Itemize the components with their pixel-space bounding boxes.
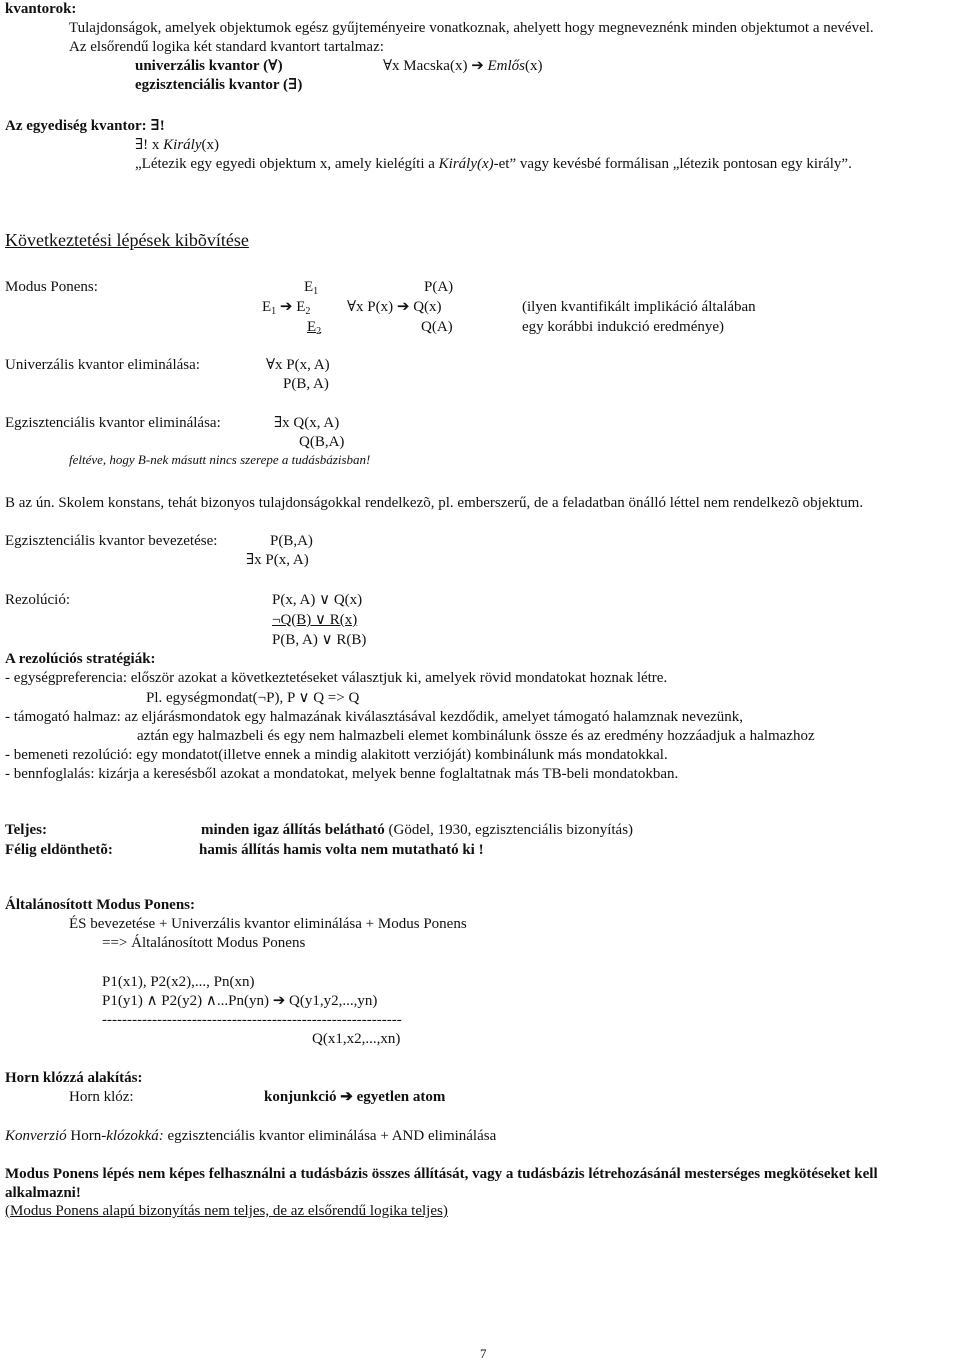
gmp-implication: P1(y1) ∧ P2(y2) ∧...Pn(yn) ➔ Q(y1,y2,...,yn) [102, 993, 378, 1009]
univ-quantifier-label: univerzális kvantor (∀) [135, 58, 283, 74]
complete-text: minden igaz állítás belátható (Gödel, 1930, egzisztenciális bizonyítás) [201, 822, 634, 838]
exist-quantifier-label: egzisztenciális kvantor (∃) [135, 77, 303, 93]
resolution-clause-2: ¬Q(B) ∨ R(x) [272, 612, 358, 628]
gmp-title: Általánosított Modus Ponens: [5, 897, 196, 913]
modus-ponens-label: Modus Ponens: [5, 279, 98, 295]
strategy-subsumption: - bennfoglalás: kizárja a keresésből azokat a mondatokat, melyek benne foglaltatnak más TB-beli mondatokban. [5, 766, 679, 782]
mp-note-line2: egy korábbi indukció eredménye) [522, 319, 725, 335]
strategy-unit-preference: - egységpreferencia: először azokat a következtetéseket választjuk ki, amelyek rövid mondatokat hoznak létre. [5, 670, 668, 686]
horn-clause-label: Horn klóz: [69, 1089, 134, 1105]
strategy-set-of-support: - támogató halmaz: az eljárásmondatok egy halmazának kiválasztásával kezdődik, amelyet támogató halamznak nevezünk, [5, 709, 744, 725]
strategy-input-resolution: - bemeneti rezolúció: egy mondatot(illetve ennek a mindig alakitott verzióját) kombinálunk más mondatokkal. [5, 747, 668, 763]
exist-intro-label: Egzisztenciális kvantor bevezetése: [5, 533, 218, 549]
mp-example-premise: P(A) [424, 279, 454, 295]
gmp-premises: P1(x1), P2(x2),..., Pn(xn) [102, 974, 255, 990]
strategies-title: A rezolúciós stratégiák: [5, 651, 156, 667]
skolem-note: B az ún. Skolem konstans, tehát bizonyos tulajdonságokkal rendelkezõ, pl. emberszerű, de a feladatban önálló léttel nem rendelkezõ objektum. [5, 495, 864, 511]
semi-decidable-text: hamis állítás hamis volta nem mutatható ki ! [199, 842, 484, 858]
exist-intro-conclusion: ∃x P(x, A) [246, 552, 309, 568]
gmp-line1: ÉS bevezetése + Univerzális kvantor eliminálása + Modus Ponens [69, 916, 467, 932]
horn-clause-value: konjunkció ➔ egyetlen atom [264, 1089, 446, 1105]
exist-elim-conclusion: Q(B,A) [299, 434, 345, 450]
mp-note-line1: (ilyen kvantifikált implikáció általában [522, 299, 756, 315]
mp-premise-implication: $E_1$ ➔ $E_2$ [262, 299, 311, 317]
semi-decidable-label: Félig eldönthetõ: [5, 842, 113, 858]
univ-quantifier-example: ∀x Macska(x) ➔ Emlős(x) [383, 58, 543, 74]
final-remark-line2: alkalmazni! [5, 1185, 81, 1201]
exist-elim-note: feltéve, hogy B-nek másutt nincs szerepe a tudásbázisban! [69, 452, 371, 467]
complete-label: Teljes: [5, 822, 47, 838]
exist-intro-premise: P(B,A) [270, 533, 313, 549]
resolution-clause-1: P(x, A) ∨ Q(x) [272, 592, 363, 608]
exist-elim-label: Egzisztenciális kvantor eliminálása: [5, 415, 221, 431]
mp-example-implication: ∀x P(x) ➔ Q(x) [347, 299, 442, 315]
uniqueness-formula: ∃! x Király(x) [135, 137, 219, 153]
mp-example-conclusion: Q(A) [421, 319, 453, 335]
univ-elim-conclusion: P(B, A) [283, 376, 329, 392]
uniqueness-quantifier-label: Az egyediség kvantor: ∃! [5, 118, 165, 134]
horn-conversion: Konverzió Horn-klózokká: egzisztenciális kvantor eliminálása + AND eliminálása [5, 1128, 497, 1144]
strategy-unit-example: Pl. egységmondat(¬P), P ∨ Q => Q [146, 690, 360, 706]
exist-elim-premise: ∃x Q(x, A) [274, 415, 340, 431]
section-heading-kvantorok: kvantorok: [5, 1, 77, 17]
gmp-conclusion: Q(x1,x2,...,xn) [312, 1031, 401, 1047]
mp-premise-e1: $E_1$ [304, 279, 319, 297]
gmp-line2: ==> Általánosított Modus Ponens [102, 935, 306, 951]
resolution-result: P(B, A) ∨ R(B) [272, 632, 367, 648]
univ-elim-label: Univerzális kvantor eliminálása: [5, 357, 200, 373]
mp-conclusion-e2: $E_2$ [307, 319, 322, 337]
page-number: 7 [480, 1346, 487, 1361]
kvantorok-definition: Tulajdonságok, amelyek objektumok egész gyűjteményeire vonatkoznak, ahelyett hogy megneveznénk minden objektumot a nevével. [69, 20, 874, 36]
resolution-label: Rezolúció: [5, 592, 70, 608]
horn-title: Horn klózzá alakítás: [5, 1070, 143, 1086]
uniqueness-description: „Létezik egy egyedi objektum x, amely kielégíti a Király(x)-et” vagy kevésbé formálisan „létezik pontosan egy király”. [135, 156, 852, 172]
final-remark-line3: (Modus Ponens alapú bizonyítás nem teljes, de az elsőrendű logika teljes) [5, 1203, 448, 1219]
section-title-inference: Következtetési lépések kibõvítése [5, 230, 249, 250]
kvantorok-intro: Az elsőrendű logika két standard kvantort tartalmaz: [69, 39, 384, 55]
gmp-rule-line: ------------------------------------------------------------ [102, 1012, 402, 1028]
strategy-set-of-support-cont: aztán egy halmazbeli és egy nem halmazbeli elemet kombinálunk össze és az eredmény hozzáadjuk a halmazhoz [137, 728, 815, 744]
univ-elim-premise: ∀x P(x, A) [266, 357, 330, 373]
final-remark-line1: Modus Ponens lépés nem képes felhasználni a tudásbázis összes állítását, vagy a tudásbázis létrehozásánál mesterséges megkötéseket kell [5, 1166, 878, 1182]
